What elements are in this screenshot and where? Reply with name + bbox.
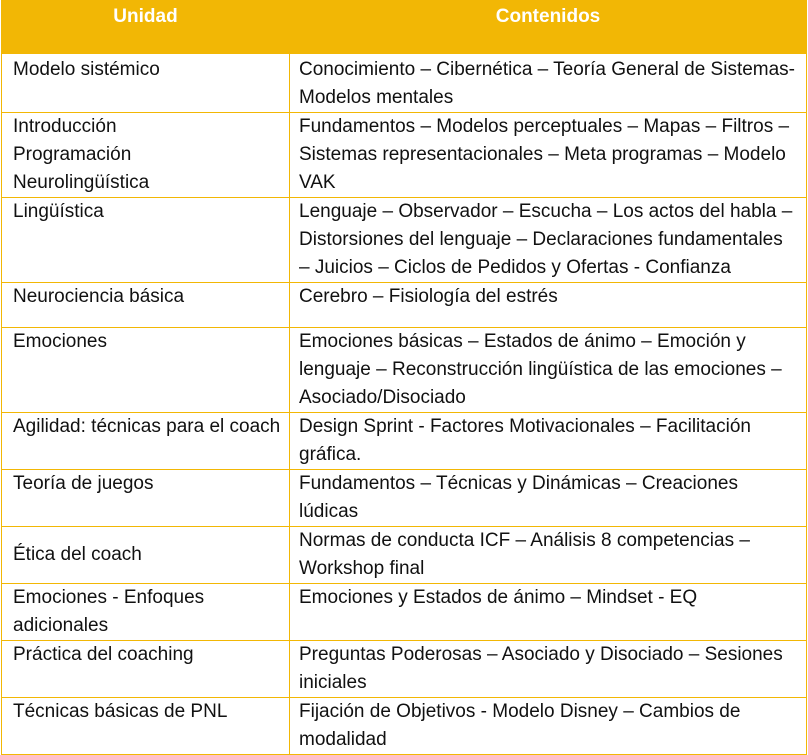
table-row bbox=[2, 113, 807, 198]
contents-cell: Fundamentos – Modelos perceptuales – Mapas – Filtros – Sistemas representacionales – Meta programas – Modelo VAK bbox=[290, 113, 807, 198]
unit-cell: Ética del coach bbox=[2, 527, 290, 584]
unit-cell: Emociones bbox=[2, 328, 290, 413]
contents-cell: Emociones y Estados de ánimo – Mindset - EQ bbox=[290, 584, 807, 641]
unit-cell: Lingüística bbox=[2, 198, 290, 283]
unit-cell: Emociones - Enfoques adicionales bbox=[2, 584, 290, 641]
table-row bbox=[2, 698, 807, 755]
table-row bbox=[2, 584, 807, 641]
unit-cell: Agilidad: técnicas para el coach bbox=[2, 413, 290, 470]
contents-cell: Lenguaje – Observador – Escucha – Los actos del habla – Distorsiones del lenguaje – Declaraciones fundamentales – Juicios – Ciclos de Pedidos y Ofertas - Confianza bbox=[290, 198, 807, 283]
table-row bbox=[2, 283, 807, 328]
table-row bbox=[2, 198, 807, 283]
contents-cell: Fundamentos – Técnicas y Dinámicas – Creaciones lúdicas bbox=[290, 470, 807, 527]
unit-cell: Neurociencia básica bbox=[2, 283, 290, 328]
table-row bbox=[2, 413, 807, 470]
contents-cell: Design Sprint - Factores Motivacionales – Facilitación gráfica. bbox=[290, 413, 807, 470]
unit-cell: Teoría de juegos bbox=[2, 470, 290, 527]
unit-column-header: Unidad bbox=[2, 1, 290, 54]
table-row bbox=[2, 470, 807, 527]
unit-cell: Introducción Programación Neurolingüística bbox=[2, 113, 290, 198]
syllabus-table bbox=[1, 0, 807, 755]
contents-cell: Emociones básicas – Estados de ánimo – Emoción y lenguaje – Reconstrucción lingüística de las emociones – Asociado/Disociado bbox=[290, 328, 807, 413]
unit-cell: Técnicas básicas de PNL bbox=[2, 698, 290, 755]
contents-column-header: Contenidos bbox=[290, 1, 807, 54]
table-row bbox=[2, 641, 807, 698]
table-row bbox=[2, 328, 807, 413]
contents-cell: Cerebro – Fisiología del estrés bbox=[290, 283, 807, 328]
contents-cell: Normas de conducta ICF – Análisis 8 competencias – Workshop final bbox=[290, 527, 807, 584]
unit-cell: Modelo sistémico bbox=[2, 54, 290, 113]
contents-cell: Preguntas Poderosas – Asociado y Disociado – Sesiones iniciales bbox=[290, 641, 807, 698]
table-row bbox=[2, 527, 807, 584]
contents-cell: Conocimiento – Cibernética – Teoría General de Sistemas- Modelos mentales bbox=[290, 54, 807, 113]
header-row bbox=[2, 1, 807, 54]
contents-cell: Fijación de Objetivos - Modelo Disney – Cambios de modalidad bbox=[290, 698, 807, 755]
table-row bbox=[2, 54, 807, 113]
unit-cell: Práctica del coaching bbox=[2, 641, 290, 698]
